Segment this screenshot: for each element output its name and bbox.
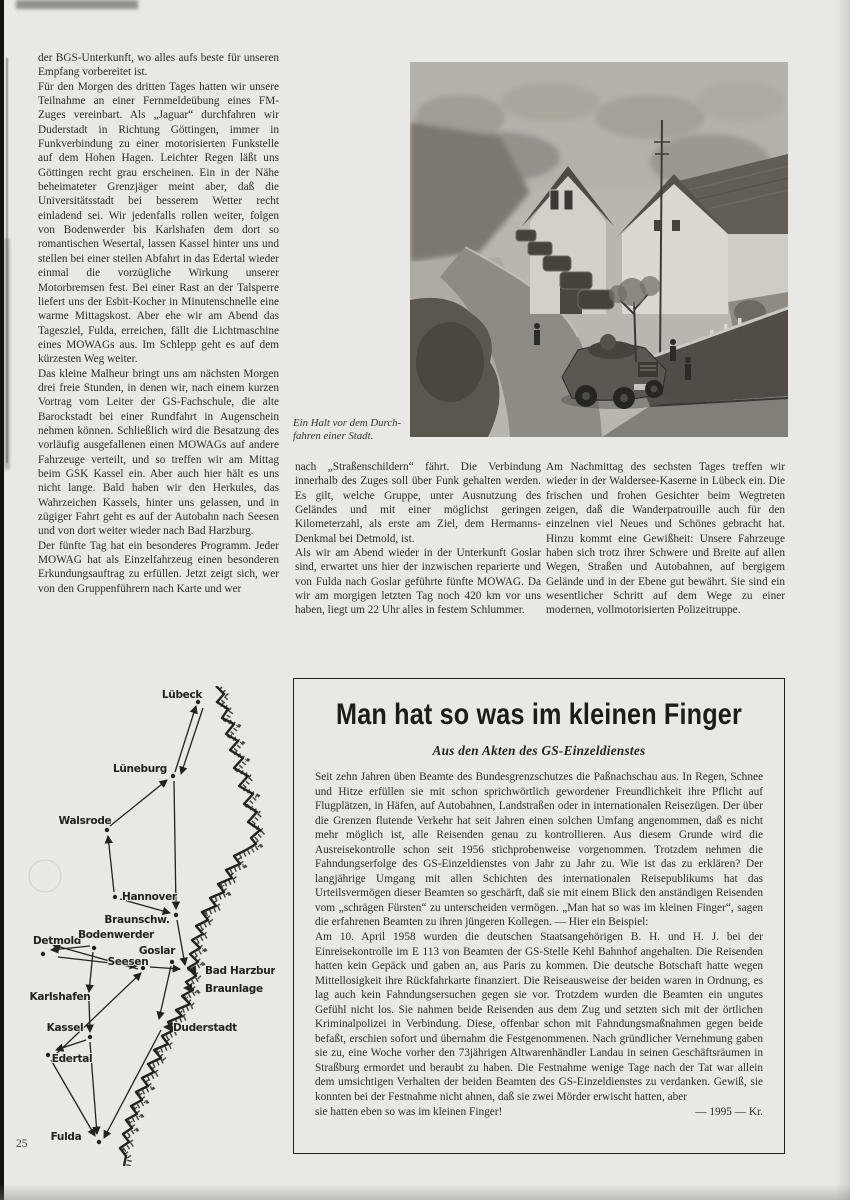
- text-column-3: [546, 460, 785, 618]
- paper-watermark: [29, 860, 61, 892]
- last-line-text: sie hatten eben so was im kleinen Finger!: [315, 1105, 503, 1118]
- photo-caption-line: Ein Halt vor dem Durch-: [293, 417, 402, 429]
- city-label: Bodenwerder: [78, 929, 154, 941]
- page-right-shade: [836, 0, 850, 1200]
- route-arrow: [51, 1060, 95, 1136]
- route-arrow: [159, 966, 171, 1019]
- city-label: Kassel: [46, 1022, 84, 1034]
- city-label: Karlshafen: [29, 991, 91, 1003]
- route-map: [20, 686, 275, 1166]
- scan-top-smudge: [16, 0, 138, 9]
- text-column-1: [38, 51, 279, 596]
- city-label: Seesen: [107, 956, 149, 968]
- photo-illustration: [410, 62, 788, 437]
- route-arrow: [89, 1001, 90, 1032]
- city-marker: [41, 952, 45, 956]
- paragraph: Am Nachmittag des sechsten Tages treffen wir wieder in der Waldersee-Kaserne in Lübeck ein. Die frischen und frohen Gesichter beim Wegtreten zeigen, daß die Wanderpatrouille auch für den einzelnen viel Neues und Schönes gebracht hat. Hinzu kommt eine Gewißheit: Unsere Fahrzeuge haben sich trotz ihrer Schwere und Breite auf allen Wegen, Straßen und Autobahnen, auf bergigem Gelände und in der Ebene gut bewährt. Sie sind ein wesentlicher Schritt auf dem Wege zu einer modernen, vollmotorisierten Polizeitruppe.: [546, 461, 785, 617]
- page-number: 25: [16, 1138, 28, 1150]
- city-label: Walsrode: [58, 815, 112, 827]
- city-marker: [163, 1023, 172, 1032]
- paragraph: der BGS-Unterkunft, wo alles aufs beste für unseren Empfang vorbereitet ist.: [38, 52, 279, 79]
- photo-caption-line: fahren einer Stadt.: [293, 430, 374, 443]
- boxed-article-subtitle: Aus den Akten des GS-Einzeldienstes: [432, 743, 646, 758]
- city-label: Braunlage: [205, 983, 263, 995]
- city-marker: [174, 913, 178, 917]
- boxed-article-last-line: [315, 1105, 763, 1120]
- route-arrow: [177, 920, 185, 965]
- city-marker: [113, 895, 117, 899]
- article-signature: — 1995 — Kr.: [695, 1105, 763, 1118]
- city-label: Detmold: [32, 935, 82, 947]
- scan-gutter-strip: [0, 0, 4, 1200]
- city-marker: [170, 960, 174, 964]
- city-marker: [92, 946, 96, 950]
- city-marker: [46, 1053, 50, 1057]
- city-label: Lübeck: [161, 689, 203, 701]
- route-arrow: [89, 952, 93, 992]
- scan-smudge: [4, 238, 10, 470]
- city-label: Lüneburg: [112, 763, 168, 775]
- city-label: Duderstadt: [173, 1022, 237, 1034]
- photo-caption: [293, 417, 415, 444]
- paragraph: Als wir am Abend wieder in der Unterkunft Goslar sind, erwartet uns hier der inzwischen reparierte und von Fulda nach Goslar geführte fünfte MOWAG. Da wir am morgigen letzten Tag noch 420 km vor uns haben, liegt um 22 Uhr alles in festem Schlummer.: [295, 547, 541, 617]
- city-label: Fulda: [50, 1131, 82, 1143]
- photo-street-scene: [410, 62, 788, 437]
- city-label: Braunschw.: [104, 914, 170, 926]
- page-bottom-shade: [0, 1184, 850, 1200]
- route-arrow: [110, 780, 167, 826]
- city-label: Edertal: [51, 1053, 93, 1065]
- boxed-article-body: [315, 770, 763, 1105]
- city-label: Bad Harzburg: [205, 965, 275, 977]
- boxed-article: [293, 678, 785, 1154]
- paragraph: nach „Straßenschildern“ fährt. Die Verbindung innerhalb des Zuges soll über Funk gehalten werden. Es gilt, welche Gruppe, unter Ausnutzung des Geländes und mit einer möglichst geringen Kilometerzahl, als erste am Ziel, dem Hermanns-Denkmal bei Detmold, ist.: [295, 461, 541, 545]
- paragraph: Der fünfte Tag hat ein besonderes Programm. Jeder MOWAG hat als Einzelfahrzeug einen besonderen Erkundungsauftrag zu erfüllen. Jetzt zeigt sich, wer von den Gruppenführern nach Karte und wer: [38, 539, 279, 595]
- route-arrow: [108, 836, 114, 892]
- route-map-svg: [20, 686, 275, 1166]
- route-arrow: [54, 973, 141, 1056]
- city-marker: [105, 828, 109, 832]
- city-marker: [171, 774, 175, 778]
- paragraph: Seit zehn Jahren üben Beamte des Bundesgrenzschutzes die Paßnachschau aus. In Regen, Schnee und Hitze erfüllen sie mit schon sprichwörtlich gewordener Freundlichkeit ihre Pflicht auf Flugplätzen, in Häfen, auf Autobahnen, Landstraßen oder in internationalen Reisezügen. Der über die Grenzen flutende Verkehr hat seit Jahren einen solchen Umfang angenommen, daß es nicht mehr möglich ist, alle Reisenden genau zu kontrollieren. Aus diesem Grunde wird die Ausreisekontrolle schon seit 1956 stichprobenweise vorgenommen. Trotzdem nehmen die Fahndungserfolge des GS-Einzeldienstes von Jahr zu Jahr zu. Wie ist das zu erklären? Der langjährige Umgang mit allen Schichten des internationalen Reisepublikums hat das Urteilsvermögen dieser Beamten so geschärft, daß sie mit einem Blick den anständigen Reisenden vom „schrägen Fürsten“ zu unterscheiden vermögen. „Man hat so was im kleinen Finger“, sagen die erfahrenen Beamten zu ihren jüngeren Kollegen. — Hier ein Beispiel:: [315, 771, 763, 929]
- paragraph: Am 10. April 1958 wurden die deutschen Staatsangehörigen B. H. und H. J. bei der Einreisekontrolle im E 113 von Beamten der GS-Stelle Kehl Bahnhof angehalten. Die Reisenden hatten kein Gepäck und gaben an, aus Paris zu kommen. Die deutsche Botschaft hatte wegen Mittellosigkeit ihre Rückfahrkarte finanziert. Die Reiseausweise der beiden waren in Ordnung, es lag auch kein Fahndungsersuchen gegen sie vor. Trotzdem wurden die Beamten ein ungutes Gefühl nicht los. Sie nahmen beide Reisenden aus dem Zug und setzten sich mit der örtlichen Kriminalpolizei in Verbindung. Diese, offenbar schon mit Fahndungsmaßnahmen gegen beide befaßt, erschien sofort und übernahm die Festgenommenen. Nach gründlicher Vernehmung gaben sie zu, eine Woche vorher den 73jährigen Altwarenhändler Landau in seinen Geschäftsräumen in Straßburg ermordet und beraubt zu haben. Die Festnahme wenige Tage nach der Tat war allein dem umsichtigen Verhalten der beiden Beamten des GS-Einzeldienstes zu verdanken. Gewiß, sie konnten bei der Festnahme nicht ahnen, daß sie zwei Mörder erwischt hatten, aber: [315, 931, 763, 1104]
- city-label: Hannover: [122, 891, 177, 903]
- route-arrow: [174, 781, 176, 909]
- city-label: Goslar: [138, 945, 176, 957]
- route-arrow: [150, 967, 180, 969]
- boxed-article-title: Man hat so was im kleinen Finger: [336, 698, 742, 731]
- text-column-2: [295, 460, 541, 618]
- paragraph: Für den Morgen des dritten Tages hatten wir unsere Teilnahme an einer Fernmeldeübung eines FM-Zuges vereinbart. Als „Jaguar“ durchfahren wir Duderstadt in Richtung Göttingen, immer in Funkverbindung zu einer motorisierten Funkstelle auf dem Hohen Hagen. Leichter Regen läßt uns Göttingen recht grau erscheinen. Ein in der Nähe beheimateter Grenzjäger meint aber, daß die Universitätsstadt bei besserem Wetter recht einladend sei. Wir jedenfalls rollen weiter, folgen von Bodenwerder bis Karlshafen dem dort so romantischen Wesertal, lassen Kassel hinter uns und stellen bei einer steilen Abfahrt in das Edertal wieder einmal die vorzügliche Wirkung unserer Motorbremsen fest. Bei einer Rast an der Talsperre liefert uns der Esbit-Kocher in Minutenschnelle eine warme Mittagskost. Aber ehe wir am Abend das Tagesziel, Fulda, erreichen, fällt die Lichtmaschine eines MOWAGs aus. Im Schlepp geht es auf dem kürzesten Weg weiter.: [38, 80, 279, 366]
- route-arrow: [56, 1040, 86, 1050]
- city-marker: [97, 1140, 101, 1144]
- route-arrow: [104, 1030, 161, 1138]
- paragraph: Das kleine Malheur bringt uns am nächsten Morgen drei freie Stunden, in denen wir, nach einem kurzen Vortrag vom Leiter der GS-Fachschule, die alte Barockstadt bei einer Rundfahrt in Augenschein nehmen können. Schließlich wird die Besatzung des vorläufig ausgefallenen einen MOWAGs auf andere Fahrzeuge verteilt, und so treffen wir am Mittag beim GSK Kassel ein. Aber auch hier hält es uns nicht lange. Bald haben wir den Herkules, das Wahrzeichen Kassels, hinter uns gelassen, und in zügiger Fahrt geht es auf der Autobahn nach Seesen und von dort weiter wieder nach Bad Harzburg.: [38, 367, 279, 538]
- city-marker: [88, 1035, 92, 1039]
